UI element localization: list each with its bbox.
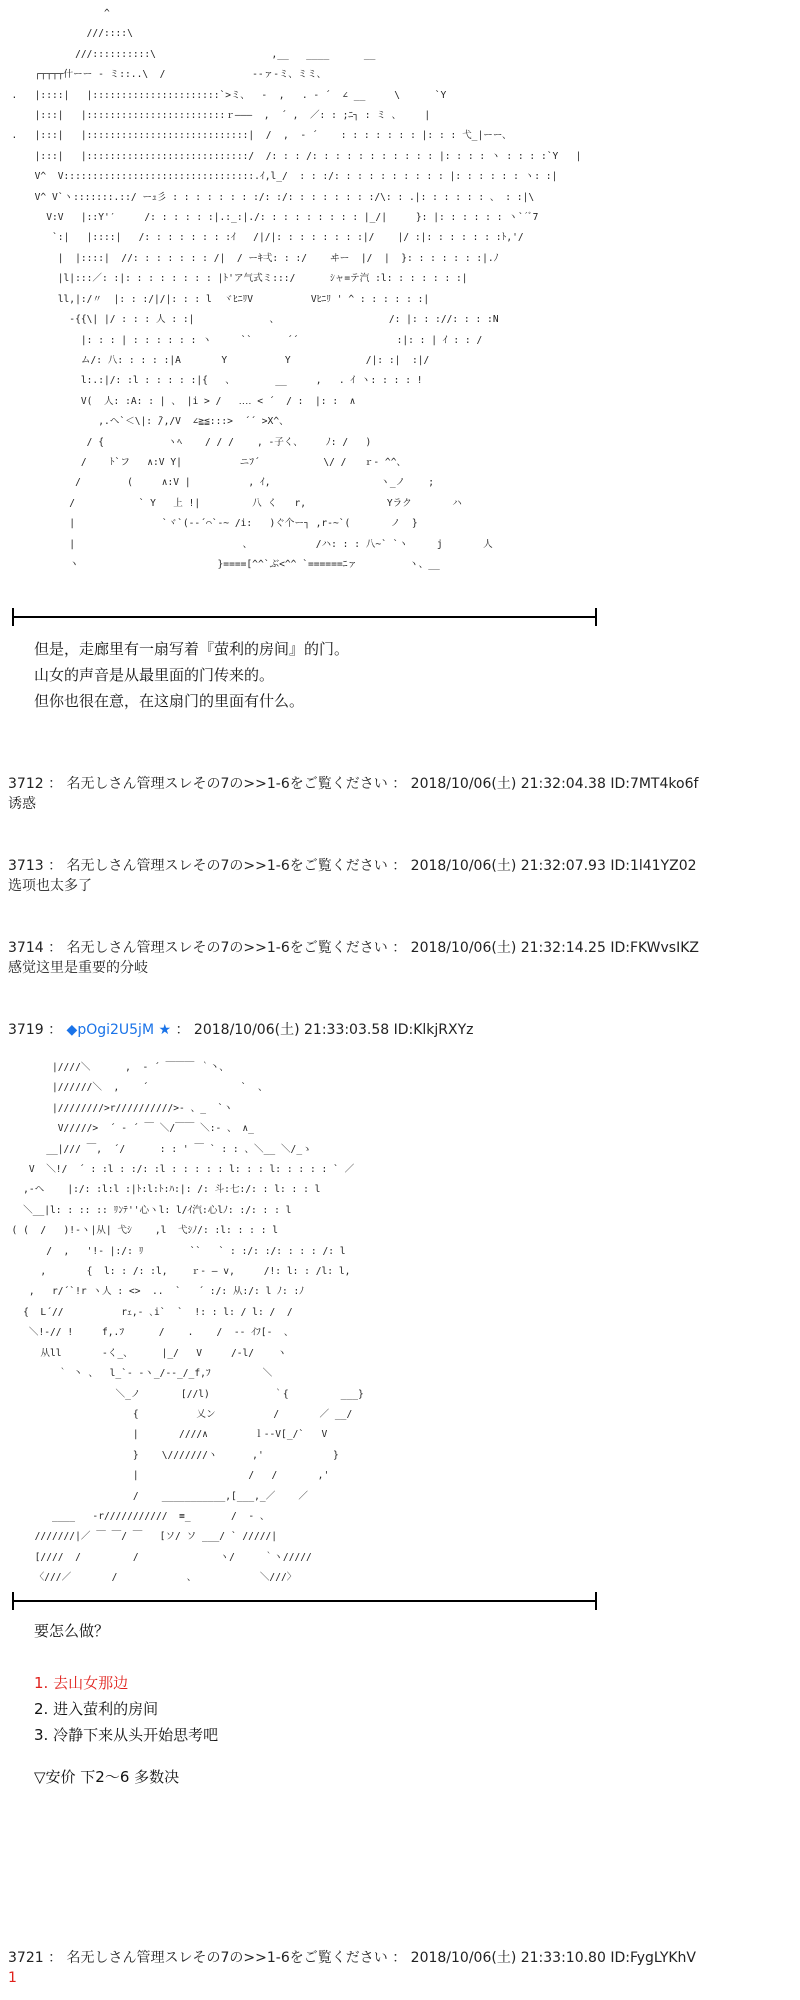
post-3721 — [8, 1948, 696, 1988]
option-2: 2. 进入萤利的房间 — [34, 1700, 159, 1718]
post-body: 1 — [8, 1970, 17, 1986]
narration-line: 但是，走廊里有一扇写着『萤利的房间』的门。 — [34, 640, 350, 658]
narration-line: 山女的声音是从最里面的门传来的。 — [34, 666, 275, 684]
post-3713 — [8, 856, 697, 896]
post-header: 3714 ： 名无しさん管理スレその7の>>1-6をご覧ください ： 2018/10/06(土) 21:32:14.25 ID:FKWvsIKZ — [8, 940, 700, 956]
post-header: 3712 ： 名无しさん管理スレその7の>>1-6をご覧ください ： 2018/10/06(土) 21:32:04.38 ID:7MT4ko6f — [8, 776, 699, 792]
option-3: 3. 冷静下来从头开始思考吧 — [34, 1726, 219, 1744]
narration-block-1 — [34, 636, 349, 714]
post-3712 — [8, 774, 698, 814]
option-1: 1. 去山女那边 — [34, 1674, 129, 1692]
ascii-art-bottom: |////＼ , ‐ ´ ￣￣￣ ｀丶、 |//////＼ , ´ ` 、 |////////>r//////////>‐ 、_ `ヽ V/////> ´ ‐ ´ ￣ ＼/￣￣ ＼:‐ 、 ∧_ __|/// ￣, ´/ : : ' ￣ ` : : 、＼__ ＼/_ゝ V ＼!/ ´ : :l : :/: :l : : : : : l: : : l: : : : : ` ／ ,‐ヘ |:/: :l:l :|ﾄ:l:ﾄ:ﾊ:|: /: 斗:七:/: : l: : : l ＼__|l: : :: :: ﾘﾝﾃ''心ヽl: l/ｲ汽:心lﾉ: :/: : : l ( ( / )!‐ヽ|从| 弋ｼ ,l 弋ｼﾉ/: :l: : : : l / , '!‐ |:/: ﾘ `` ` : :/: :/: : : : /: l , { l: : /: :l, ｒ‐ ― v, /!: l: : /l: l, , r/´`!r ヽ人 : <> .. ` ´ :/: 从:/: l ﾉ: :ﾉ { L´// rｪ,‐ ､i` ` !: : l: / l: / / ＼!‐// ! f,.ﾌ / . / ‐‐ ｲﾌ[‐ 、 从ll ‐く_、 |_/ V /‐l/ ヽ ｀ 丶 、 l_`‐ ‐ヽ_/‐‐_/_f,ﾌ ＼ ＼_ノ [//l) ｀{ ___} { 乂ン / ／ __/ | ////∧ ｌ‐‐V[_/` V } \///////ヽ ,' } | / / ,' / ___________,[___,_／ ／ ____ ‐r/////////// ≡_ / ‐ 、 ///////|／ ￣ ￣/ ￣ [ソ/ ソ ___/ ` /////| [//// / / ヽ/ ｀ヽ///// 〈///／ / 、 ＼///〉 — [11, 1062, 364, 1584]
vote-instruction: ▽安价 下2～6 多数决 — [34, 1768, 180, 1786]
post-header — [8, 1020, 474, 1040]
post-meta: ： 2018/10/06(土) 21:33:03.58 ID:KlkjRXYz — [175, 1022, 474, 1038]
narration-block-2 — [34, 1618, 218, 1790]
post-header: 3721 ： 名无しさん管理スレその7の>>1-6をご覧ください ： 2018/10/06(土) 21:33:10.80 ID:FygLYKhV — [8, 1950, 697, 1966]
post-3714 — [8, 938, 699, 978]
divider-top — [12, 616, 597, 618]
post-3719 — [8, 1020, 474, 1040]
post-body: 选项也太多了 — [8, 878, 92, 894]
divider-bottom — [12, 1600, 597, 1602]
post-body: 感觉这里是重要的分岐 — [8, 960, 148, 976]
ascii-art-top: ^ ///::::\ ///::::::::::\ ,__ ____ __ ┌┬┬┬┬什ーー ‐ ミ::..\ / ‐‐ァ‐ミ、ミミ、 . |::::| |::::::::::::::::::::::`>ミ、 - , . ‐ ´ ∠ __ \ `Y |:::| |::::::::::::::::::::::::ｒ――― , ´ , ／: : ;ﾆ┐ : ミ 、 | . |:::| |::::::::::::::::::::::::::::| / , ‐ ´ : : : : : : : |: : : 弋_|ーー、 |:::| |::::::::::::::::::::::::::::/ /: : : /: : : : : : : : : : : |: : : : ヽ : : : :`Y | V^ V:::::::::::::::::::::::::::::::::.ｲ,l_/ : : :/: : : : : : : : : : |: : : : : : ヽ: :| V^ V`ヽ:::::::.::/ ーｭ彡 : : : : : : : :/: :/: : : : : : : :/\: : .|: : : : : : 、 : :|\ V:V |::Y'′ /: : : : : :|.:_:|./: : : : : : : : : |_/| }: |: : : : : : ヽ`´ﾞ7 `:| |::::| /: : : : : : : :ｲ /|/|: : : : : : : :|/ |/ :|: : : : : : :ﾄ,'/ | |::::| //: : : : : : : /| / ーｷ弌: : :/ ヰー |/ | }: : : : : : :|.ﾉ |l|:::／: :|: : : : : : : : |ﾄ'ア气式ミ:::/ ｼャ=テ汽 :l: : : : : : :| ll,|:/〃 |: : :/|/|: : : l ヾﾋﾆﾘV Vﾋﾆﾘ ' ^ : : : : : :| ‐{{\| |/ : : : 人 : :| 、 /: |: : ://: : : :N |: : : | : : : : : : ヽ `` ´´ :|: : | ｲ : : / ム/: 八: : : : :|A Y Y /|: :| :|/ l:.:|/: :l : : : : :|{ 、 __ , . ｲ ヽ: : : : ! V( 人: :A: : | 、 |i > / ‥‥ < ´ / : |: : ∧ ,.ヘ`＜\|: ̄/,/V ∠≧≦:::> ´´ >X^、 / { ヽﾍ / / / , ‐子く、 ﾉ: / ) / ﾄ`フ ∧:V Y| ニﾌ´ \/ / ｒ‐ ^^、 / ( ∧:V | , ｲ, ヽ_ノ ; / ` Y 上 !| 八 く r, Yラク ハ | `ヾ`(‐‐´⌒`‐~ /i: )ぐ个ー┐ ,r‐~`( ノ } | 、 /ハ: : : 八~` `ヽ j 人 ヽ }====[^^`ぶ<^^ `======ﾆァ ヽ、__ — [11, 8, 582, 570]
op-trip-link[interactable]: ◆pOgi2U5jM ★ — [66, 1022, 172, 1038]
post-body: 诱惑 — [8, 796, 36, 812]
narration-line: 但你也很在意，在这扇门的里面有什么。 — [34, 692, 305, 710]
post-number: 3719 ： — [8, 1022, 63, 1038]
question-line: 要怎么做？ — [34, 1622, 110, 1640]
post-header: 3713 ： 名无しさん管理スレその7の>>1-6をご覧ください ： 2018/10/06(土) 21:32:07.93 ID:1l41YZ02 — [8, 858, 697, 874]
